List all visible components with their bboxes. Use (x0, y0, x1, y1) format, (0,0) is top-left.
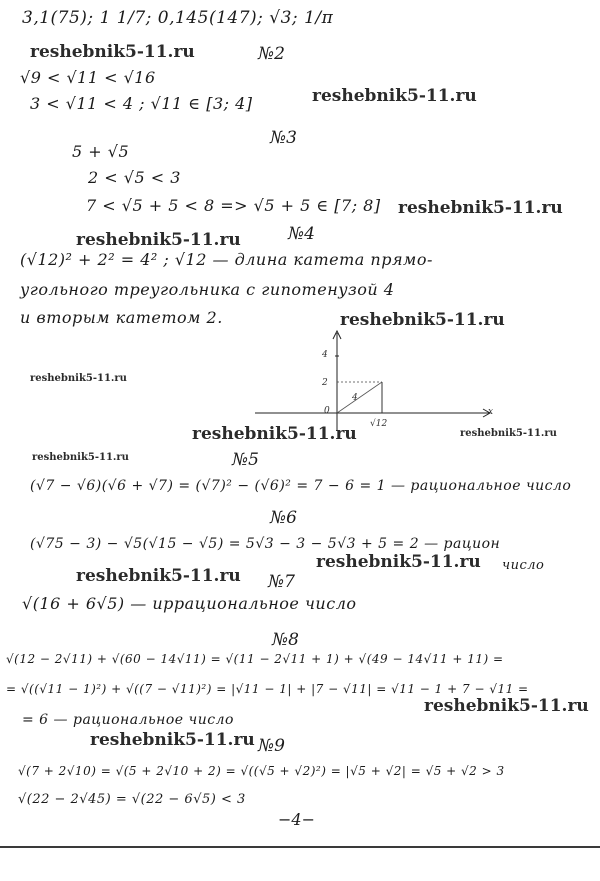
watermark-3: reshebnik5-11.ru (398, 198, 563, 218)
task-number-9: №9 (258, 736, 285, 756)
task-number-4: №4 (288, 224, 315, 244)
watermark-1: reshebnik5-11.ru (30, 42, 195, 62)
task-number-2: №2 (258, 44, 285, 64)
graph-x-label: x (488, 407, 494, 417)
task-number-7: №7 (268, 572, 295, 592)
watermark-6: reshebnik5-11.ru (30, 373, 127, 384)
bottom-rule (0, 846, 600, 848)
watermark-13: reshebnik5-11.ru (90, 730, 255, 750)
task-number-6: №6 (270, 508, 297, 528)
line-compare-roots: √9 < √11 < √16 (20, 68, 156, 87)
line-root5-bounds: 2 < √5 < 3 (88, 168, 181, 187)
watermark-11: reshebnik5-11.ru (76, 566, 241, 586)
line-interval-sqrt11: 3 < √11 < 4 ; √11 ∈ [3; 4] (30, 94, 253, 113)
task-number-8: №8 (272, 630, 299, 650)
line-irrational: √(16 + 6√5) — иррациональное число (22, 594, 357, 613)
page-number: −4− (278, 810, 315, 829)
graph-origin: 0 (324, 406, 330, 416)
line-expression-8a: √(12 − 2√11) + √(60 − 14√11) = √(11 − 2√11 + 1) + √(49 − 14√11 + 11) = (6, 652, 504, 666)
watermark-12: reshebnik5-11.ru (424, 696, 589, 716)
line-expression-6-tail: число (502, 558, 545, 573)
line-second-leg: и вторым катетом 2. (20, 308, 223, 327)
watermark-2: reshebnik5-11.ru (312, 86, 477, 106)
line-expression-8c: = 6 — рациональное число (22, 712, 234, 728)
line-expression-9a: √(7 + 2√10) = √(5 + 2√10 + 2) = √((√5 + √2)²) = |√5 + √2| = √5 + √2 > 3 (18, 764, 505, 778)
graph-y-label-2: 2 (322, 378, 328, 388)
line-expression-8b: = √((√11 − 1)²) + √((7 − √11)²) = |√11 − 1| + |7 − √11| = √11 − 1 + 7 − √11 = (6, 682, 529, 696)
watermark-10: reshebnik5-11.ru (316, 552, 481, 572)
watermark-5: reshebnik5-11.ru (340, 310, 505, 330)
line-pythagoras: (√12)² + 2² = 4² ; √12 — длина катета прямо- (20, 250, 433, 269)
watermark-8: reshebnik5-11.ru (460, 428, 557, 439)
line-root5-plus5-interval: 7 < √5 + 5 < 8 => √5 + 5 ∈ [7; 8] (86, 196, 381, 215)
task-number-3: №3 (270, 128, 297, 148)
line-decimals: 3,1(75); 1 1/7; 0,145(147); √3; 1/π (22, 8, 334, 28)
watermark-9: reshebnik5-11.ru (32, 452, 129, 463)
line-product-roots: (√7 − √6)(√6 + √7) = (√7)² − (√6)² = 7 − 6 = 1 — рациональное число (30, 478, 572, 494)
graph-y-label-4: 4 (322, 350, 328, 360)
line-expression-9b: √(22 − 2√45) = √(22 − 6√5) < 3 (18, 792, 246, 807)
watermark-7: reshebnik5-11.ru (192, 424, 357, 444)
line-triangle: угольного треугольника с гипотенузой 4 (20, 280, 395, 299)
watermark-4: reshebnik5-11.ru (76, 230, 241, 250)
line-expression-6: (√75 − 3) − √5(√15 − √5) = 5√3 − 3 − 5√3 + 5 = 2 — рацион (30, 536, 501, 552)
graph-hypotenuse-label: 4 (352, 393, 358, 403)
graph-base-label: √12 (370, 419, 388, 429)
task-number-5: №5 (232, 450, 259, 470)
line-five-plus-root5: 5 + √5 (72, 142, 130, 161)
